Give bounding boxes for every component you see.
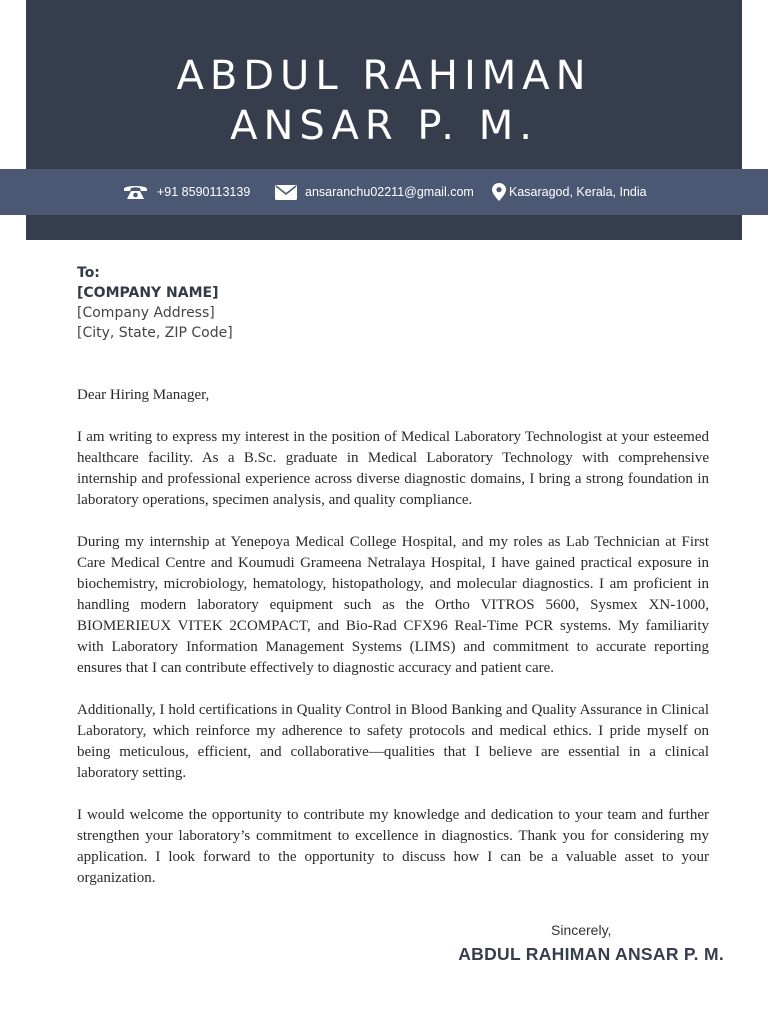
contact-phone [122,169,250,215]
salutation: Dear Hiring Manager, [77,387,210,403]
letter-paragraph-2: During my internship at Yenepoya Medical College Hospital, and my roles as Lab Technician at First Care Medical Centre and Koumudi Grameena Netralaya Hospital, I have gained practical exposure in biochemistry, microbiology, hematology, histopathology, and molecular diagnostics. I am proficient in handling modern laboratory equipment such as the Ortho VITROS 5600, Sysmex XN-1000, BIOMERIEUX VITEK 2COMPACT, and Bio-Rad CFX96 Real-Time PCR systems. My familiarity with Laboratory Information Management Systems (LIMS) and commitment to accurate reporting ensures that I can contribute effectively to diagnostic accuracy and patient care. [77,534,709,676]
contact-location [492,169,647,215]
letter-paragraph-3: Additionally, I hold certifications in Quality Control in Blood Banking and Quality Assurance in Clinical Laboratory, which reinforce my adherence to safety protocols and medical ethics. I pride myself on being meticulous, efficient, and collaborative—qualities that I believe are essential in a clinical laboratory setting. [77,702,709,781]
signoff: Sincerely, [551,922,612,938]
location-text: Kasaragod, Kerala, India [509,185,647,199]
contact-email [275,169,474,215]
phone-number: +91 8590113139 [157,185,251,199]
company-address: [Company Address] [77,305,215,321]
contact-bar [0,169,768,215]
letter-paragraph-4: I would welcome the opportunity to contribute my knowledge and dedication to your team and further strengthen your laboratory’s commitment to excellence in diagnostics. Thank you for considering my application. I look forward to the opportunity to discuss how I can be a valuable asset to your organization. [77,807,709,886]
company-name: [COMPANY NAME] [77,285,219,301]
applicant-name-line-2: ANSAR P. M. [230,103,538,149]
signature-name: ABDUL RAHIMAN ANSAR P. M. [458,944,724,964]
to-label: To: [77,265,100,281]
recipient-block [77,263,233,343]
letter-paragraph-1: I am writing to express my interest in the position of Medical Laboratory Technologist at your esteemed healthcare facility. As a B.Sc. graduate in Medical Laboratory Technology with comprehensive internship and professional experience across diverse diagnostic domains, I bring a strong foundation in laboratory operations, specimen analysis, and quality compliance. [77,429,709,508]
applicant-name-line-1: ABDUL RAHIMAN [176,53,592,99]
letter-body [77,385,709,910]
company-city-line: [City, State, ZIP Code] [77,325,233,341]
envelope-icon [275,185,297,200]
phone-icon [122,183,149,201]
map-pin-icon [492,183,506,201]
email-address: ansaranchu02211@gmail.com [305,185,474,199]
